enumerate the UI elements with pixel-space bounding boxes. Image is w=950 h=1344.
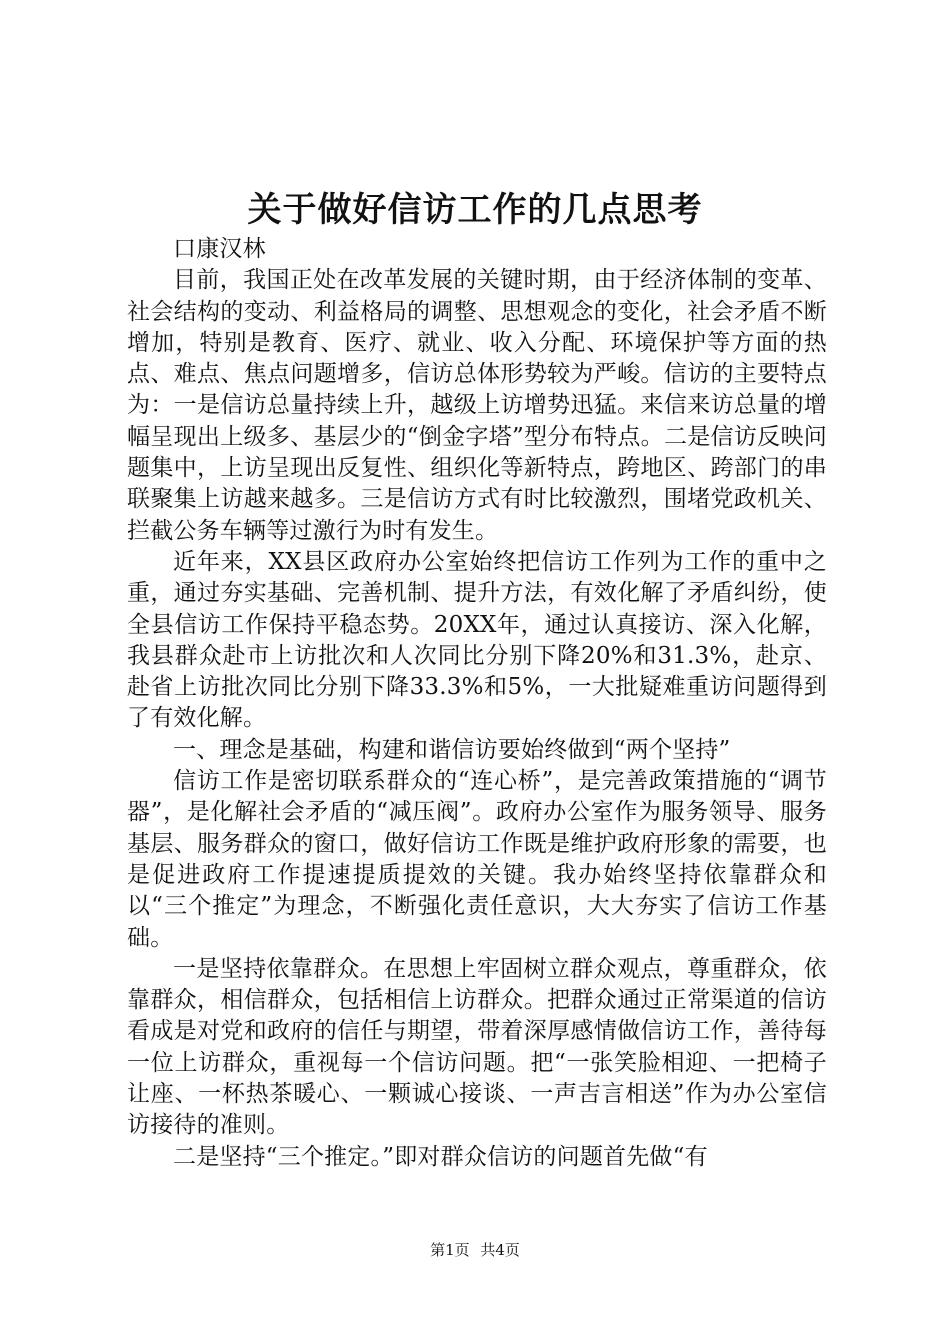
page-total: 共4页 [480, 1241, 520, 1259]
paragraph-recent-years: 近年来，XX县区政府办公室始终把信访工作列为工作的重中之重，通过夯实基础、完善机制、提升方法，有效化解了矛盾纠纷，使全县信访工作保持平稳态势。20XX年，通过认真接访、深入化解，我县群众赴市上访批次和人次同比分别下降20%和31.3%，赴京、赴省上访批次同比分别下降33.3%和5%，一大批疑难重访问题得到了有效化解。 [127, 548, 827, 732]
page-number: 第1页 [430, 1241, 470, 1259]
page-footer [0, 1240, 950, 1260]
author-line: 口康汉林 [173, 236, 266, 262]
paragraph-concept: 信访工作是密切联系群众的“连心桥”，是完善政策措施的“调节器”，是化解社会矛盾的“减压阀”。政府办公室作为服务领导、服务基层、服务群众的窗口，做好信访工作既是维护政府形象的需要，也是促进政府工作提速提质提效的关键。我办始终坚持依靠群众和以“三个推定”为理念，不断强化责任意识，大大夯实了信访工作基础。 [127, 768, 827, 951]
paragraph-rely-on-masses: 一是坚持依靠群众。在思想上牢固树立群众观点，尊重群众，依靠群众，相信群众，包括相信上访群众。把群众通过正常渠道的信访看成是对党和政府的信任与期望，带着深厚感情做信访工作，善待每一位上访群众，重视每一个信访问题。把“一张笑脸相迎、一把椅子让座、一杯热茶暖心、一颗诚心接谈、一声吉言相送”作为办公室信访接待的准则。 [127, 955, 827, 1139]
document-title: 关于做好信访工作的几点思考 [247, 190, 703, 230]
paragraph-three-presumptions: 二是坚持“三个推定。”即对群众信访的问题首先做“有 [173, 1143, 708, 1170]
paragraph-intro: 目前，我国正处在改革发展的关键时期，由于经济体制的变革、社会结构的变动、利益格局的调整、思想观念的变化，社会矛盾不断增加，特别是教育、医疗、就业、收入分配、环境保护等方面的热点、难点、焦点问题增多，信访总体形势较为严峻。信访的主要特点为：一是信访总量持续上升，越级上访增势迅猛。来信来访总量的增幅呈现出上级多、基层少的“倒金字塔”型分布特点。二是信访反映问题集中，上访呈现出反复性、组织化等新特点，跨地区、跨部门的串联聚集上访越来越多。三是信访方式有时比较激烈，围堵党政机关、拦截公务车辆等过激行为时有发生。 [127, 267, 827, 544]
section-heading-1: 一、理念是基础，构建和谐信访要始终做到“两个坚持” [173, 736, 731, 763]
document-body [127, 234, 827, 1173]
